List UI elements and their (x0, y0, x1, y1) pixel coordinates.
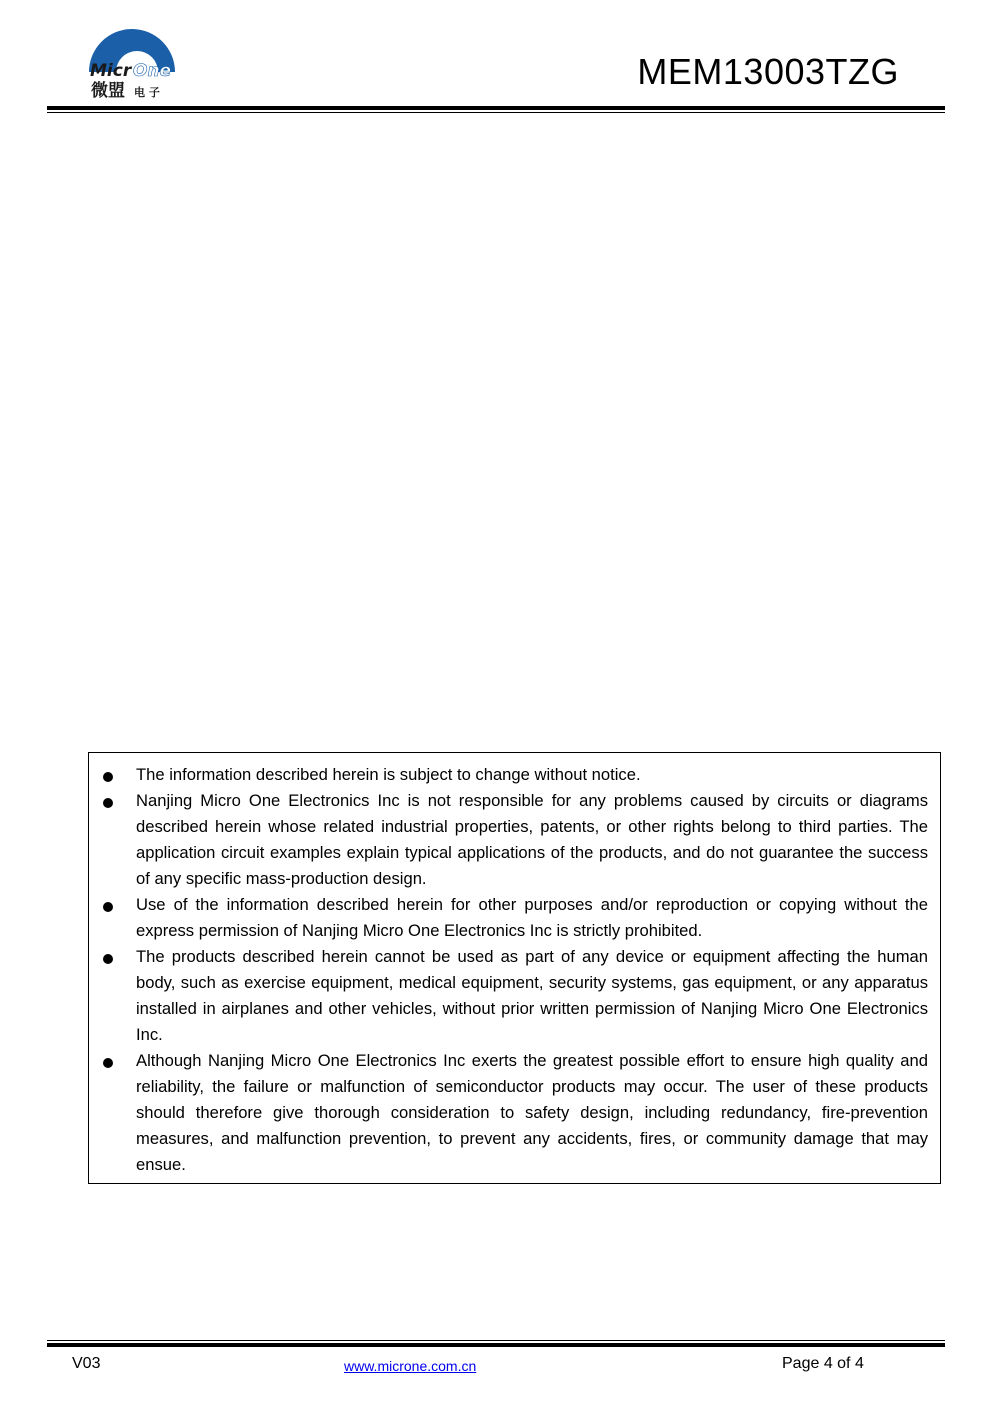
svg-text:电 子: 电 子 (134, 86, 160, 99)
disclaimer-text: Although Nanjing Micro One Electronics Inc exerts the greatest possible effort to ensure high quality and reliability, the failure or malfunction of semiconductor products may occur. The user of these products should therefore give thorough consideration to safety design, including redundancy, fire-prevention measures, and malfunction prevention, to prevent any accidents, fires, or community damage that may ensue. (136, 1051, 928, 1174)
bullet-icon (103, 798, 113, 808)
disclaimer-text: The information described herein is subject to change without notice. (136, 765, 641, 784)
disclaimer-list (101, 762, 928, 1178)
disclaimer-item (101, 944, 928, 1048)
header-rule-thin (47, 112, 945, 113)
footer-rule-thin (47, 1340, 945, 1341)
disclaimer-item (101, 892, 928, 944)
disclaimer-item (101, 1048, 928, 1178)
header-rule-thick (47, 106, 945, 110)
disclaimer-item (101, 762, 928, 788)
part-number-title: MEM13003TZG (637, 51, 899, 92)
svg-text:Micr: Micr (90, 61, 132, 81)
footer-rule-thick (47, 1343, 945, 1347)
footer-website-link[interactable]: www.microne.com.cn (344, 1358, 477, 1374)
disclaimer-box (88, 752, 941, 1184)
footer-page-number: Page 4 of 4 (782, 1355, 864, 1372)
microne-logo (86, 22, 178, 102)
disclaimer-text: Use of the information described herein for other purposes and/or reproduction or copying without the express permission of Nanjing Micro One Electronics Inc is strictly prohibited. (136, 895, 928, 940)
bullet-icon (103, 902, 113, 912)
bullet-icon (103, 954, 113, 964)
bullet-icon (103, 1058, 113, 1068)
svg-text:微盟: 微盟 (91, 81, 125, 101)
disclaimer-item (101, 788, 928, 892)
footer-version: V03 (72, 1355, 101, 1372)
bullet-icon (103, 772, 113, 782)
svg-text:One: One (133, 61, 172, 81)
disclaimer-text: Nanjing Micro One Electronics Inc is not responsible for any problems caused by circuits or diagrams described herein whose related industrial properties, patents, or other rights belong to third parties. The application circuit examples explain typical applications of the products, and do not guarantee the success of any specific mass-production design. (136, 791, 928, 888)
disclaimer-text: The products described herein cannot be used as part of any device or equipment affecting the human body, such as exercise equipment, medical equipment, security systems, gas equipment, or any apparatus installed in airplanes and other vehicles, without prior written permission of Nanjing Micro One Electronics Inc. (136, 947, 928, 1044)
